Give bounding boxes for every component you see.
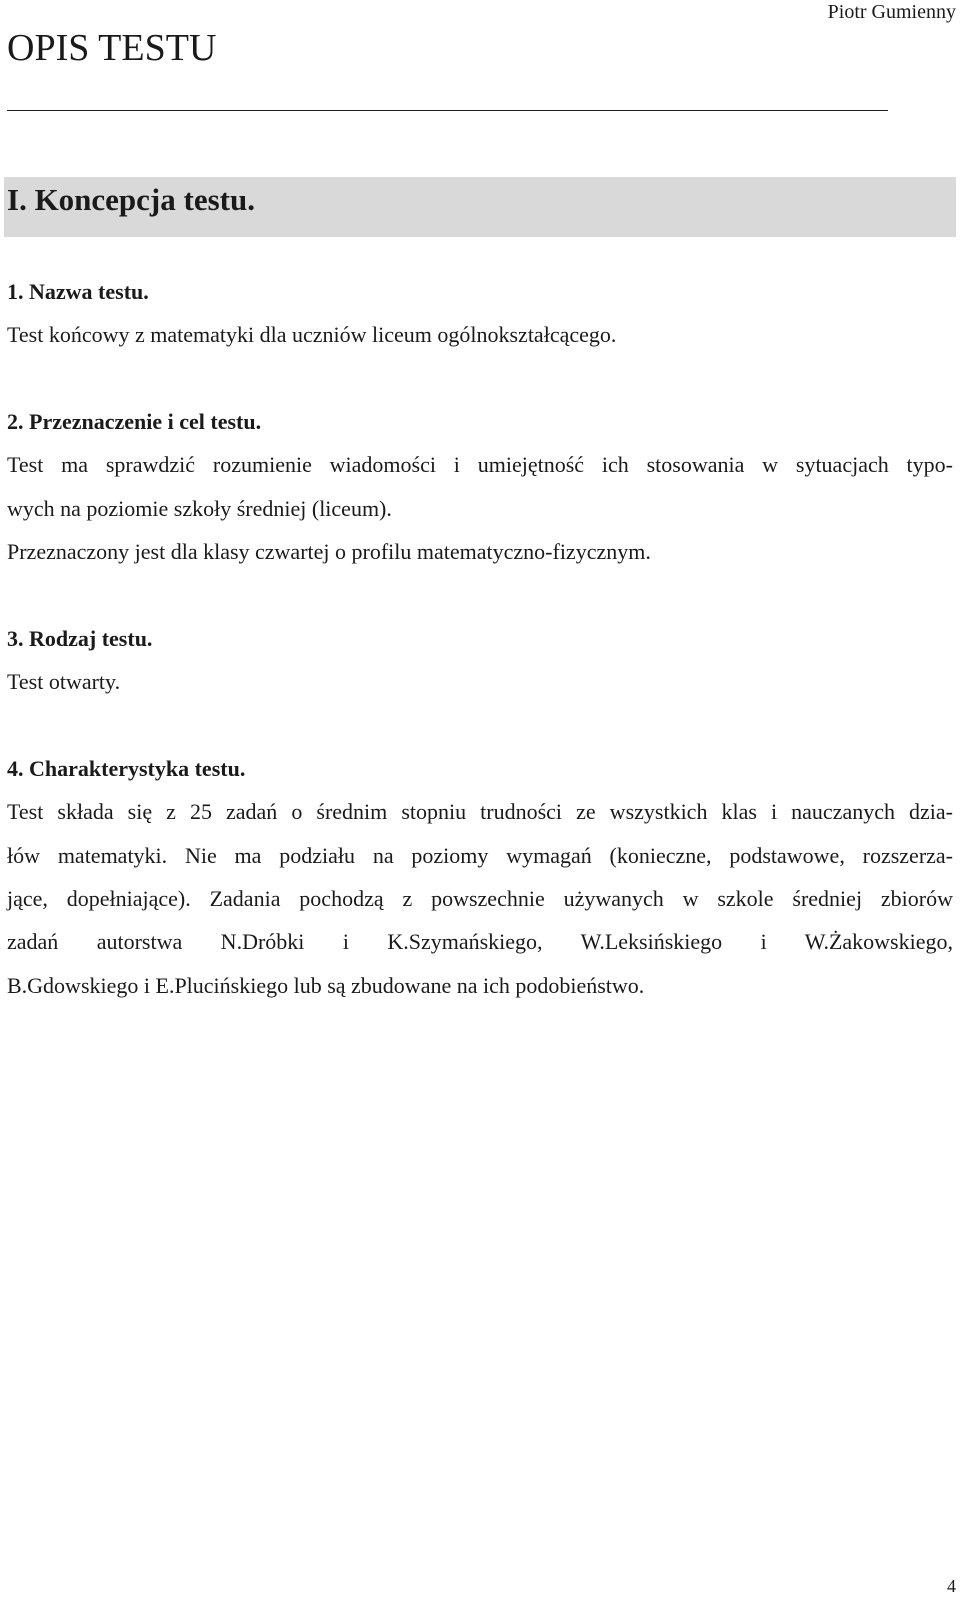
test-type-text: Test otwarty. xyxy=(7,669,121,694)
characteristics-text-line: B.Gdowskiego i E.Plucińskiego lub są zbudowane na ich podobieństwo. xyxy=(7,973,645,998)
page-number: 4 xyxy=(947,1576,956,1596)
characteristics-text-line: łów matematyki. Nie ma podziału na poziomy wymagań (konieczne, podstawowe, rozszerza- xyxy=(7,843,953,868)
subsection-heading-purpose: 2. Przeznaczenie i cel testu. xyxy=(7,409,262,434)
author-name: Piotr Gumienny xyxy=(827,1,956,23)
subsection-heading-type: 3. Rodzaj testu. xyxy=(7,626,153,651)
title-underline xyxy=(7,110,888,111)
section-title: I. Koncepcja testu. xyxy=(7,182,255,217)
characteristics-text-line: jące, dopełniające). Zadania pochodzą z powszechnie używanych w szkole średniej zbiorów xyxy=(7,886,953,911)
characteristics-text-line: Test składa się z 25 zadań o średnim stopniu trudności ze wszystkich klas i nauczanych dzia- xyxy=(7,799,953,824)
test-name-text: Test końcowy z matematyki dla uczniów liceum ogólnokształcącego. xyxy=(7,322,617,347)
document-title: OPIS TESTU xyxy=(7,27,217,69)
purpose-text-line: Test ma sprawdzić rozumienie wiadomości i umiejętność ich stosowania w sytuacjach typo- xyxy=(7,452,953,477)
purpose-text-line: wych na poziomie szkoły średniej (liceum). xyxy=(7,496,392,521)
subsection-heading-name: 1. Nazwa testu. xyxy=(7,279,149,304)
subsection-heading-characteristics: 4. Charakterystyka testu. xyxy=(7,756,246,781)
purpose-text-line: Przeznaczony jest dla klasy czwartej o profilu matematyczno-fizycznym. xyxy=(7,539,651,564)
characteristics-text-line: zadań autorstwa N.Dróbki i K.Szymańskiego, W.Leksińskiego i W.Żakowskiego, xyxy=(7,929,953,954)
